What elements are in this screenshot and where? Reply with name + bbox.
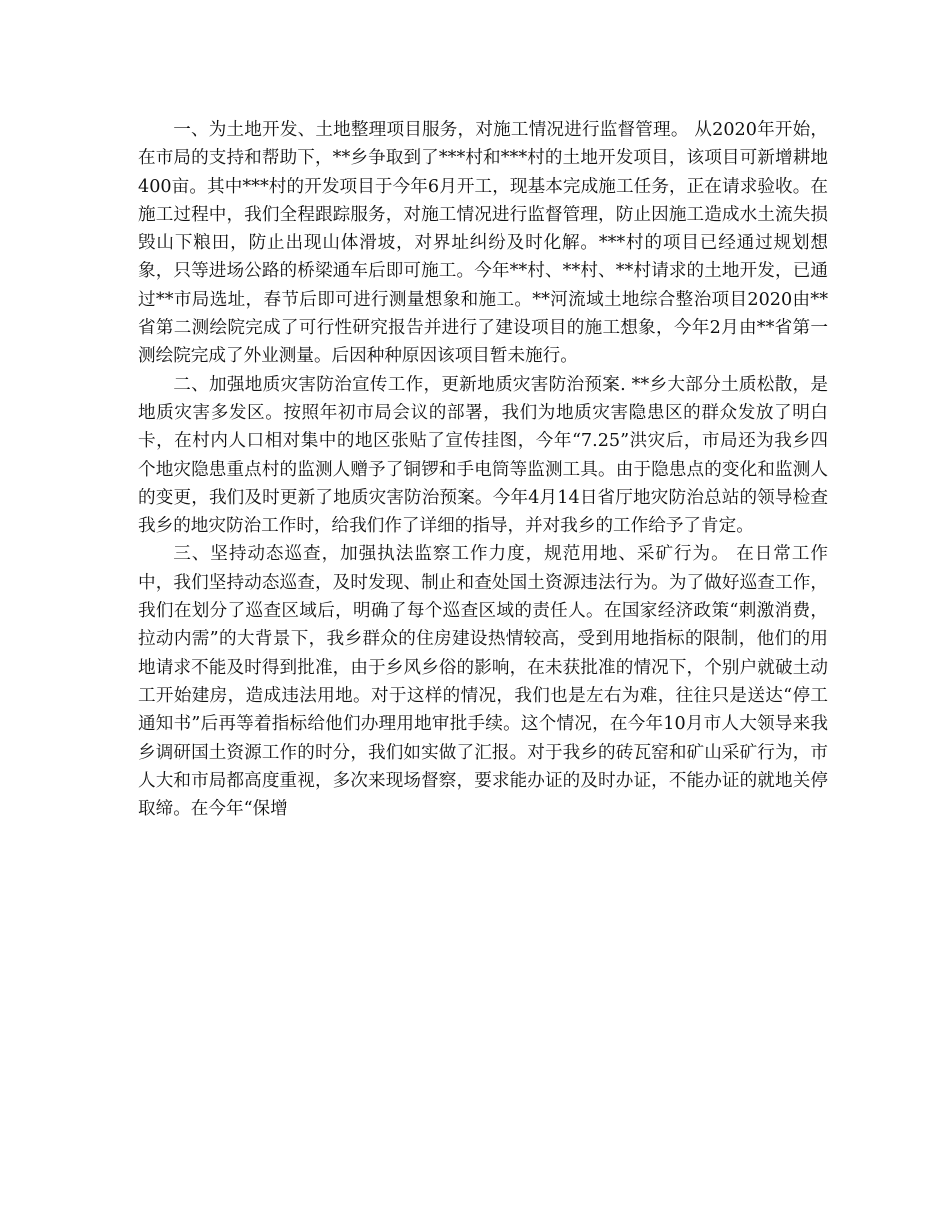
document-body	[138, 116, 828, 823]
paragraph-patrol-enforcement: 三、坚持动态巡查，加强执法监察工作力度，规范用地、采矿行为。 在日常工作中，我们坚持动态巡查，及时发现、制止和查处国土资源违法行为。为了做好巡查工作，我们在划分了巡查区域后，明确了每个巡查区域的责任人。在国家经济政策“刺激消费，拉动内需”的大背景下，我乡群众的住房建设热情较高，受到用地指标的限制，他们的用地请求不能及时得到批准，由于乡风乡俗的影响，在未获批准的情况下，个别户就破土动工开始建房，造成违法用地。对于这样的情况，我们也是左右为难，往往只是送达“停工通知书”后再等着指标给他们办理用地审批手续。这个情况，在今年10月市人大领导来我乡调研国土资源工作的时分，我们如实做了汇报。对于我乡的砖瓦窑和矿山采矿行为，市人大和市局都高度重视，多次来现场督察，要求能办证的及时办证，不能办证的就地关停取缔。在今年“保增	[138, 544, 828, 820]
paragraph-geological-hazard: 二、加强地质灾害防治宣传工作，更新地质灾害防治预案. **乡大部分土质松散，是地质灾害多发区。按照年初市局会议的部署，我们为地质灾害隐患区的群众发放了明白卡，在村内人口相对集中的地区张贴了宣传挂图，今年“7.25”洪灾后，市局还为我乡四个地灾隐患重点村的监测人赠予了铜锣和手电筒等监测工具。由于隐患点的变化和监测人的变更，我们及时更新了地质灾害防治预案。今年4月14日省厅地灾防治总站的领导检查我乡的地灾防治工作时，给我们作了详细的指导，并对我乡的工作给予了肯定。	[138, 374, 828, 537]
paragraph-land-development: 一、为土地开发、土地整理项目服务，对施工情况进行监督管理。 从2020年开始，在市局的支持和帮助下，**乡争取到了***村和***村的土地开发项目，该项目可新增耕地400亩。其中***村的开发项目于今年6月开工，现基本完成施工任务，正在请求验收。在施工过程中，我们全程跟踪服务，对施工情况进行监督管理，防止因施工造成水土流失损毁山下粮田，防止出现山体滑坡，对界址纠纷及时化解。***村的项目已经通过规划想象，只等进场公路的桥梁通车后即可施工。今年**村、**村、**村请求的土地开发，已通过**市局选址，春节后即可进行测量想象和施工。**河流域土地综合整治项目2020由**省第二测绘院完成了可行性研究报告并进行了建设项目的施工想象，今年2月由**省第一测绘院完成了外业测量。后因种种原因该项目暂未施行。	[138, 120, 828, 367]
